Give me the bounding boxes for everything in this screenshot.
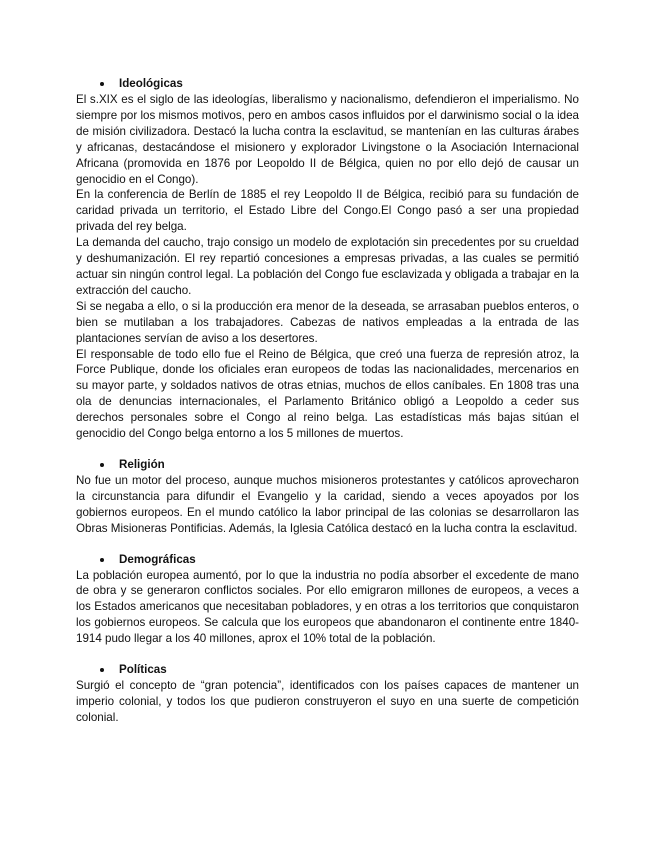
- section-heading: [76, 552, 579, 568]
- section-title: Políticas: [119, 663, 167, 677]
- bullet-icon: [100, 463, 104, 467]
- paragraph: El s.XIX es el siglo de las ideologías, liberalismo y nacionalismo, defendieron el imperialismo. No siempre por los mismos motivos, pero en ambos casos influidos por el darwinismo social o la idea de misión civilizadora. Destacó la lucha contra la esclavitud, se mantenían en las culturas árabes y africanas, destacándose el misionero y explorador Livingstone o la Asociación Internacional Africana (promovida en 1876 por Leopoldo II de Bélgica, quien no por ello dejó de causar un genocidio en el Congo).: [76, 93, 579, 186]
- paragraph: La población europea aumentó, por lo que la industria no podía absorber el excedente de mano de obra y se generaron conflictos sociales. Por ello emigraron millones de europeos, a veces a los Estados americanos que necesitaban pobladores, y en otras a los territorios que conquistaron los gobiernos europeos. Se calcula que los europeos que abandonaron el continente entre 1840-1914 pudo llegar a los 40 millones, aprox el 10% total de la población.: [76, 568, 579, 646]
- paragraph: En la conferencia de Berlín de 1885 el rey Leopoldo II de Bélgica, recibió para su fundación de caridad privada un territorio, el Estado Libre del Congo.El Congo pasó a ser una propiedad privada del rey belga.: [76, 188, 579, 234]
- paragraph: El responsable de todo ello fue el Reino de Bélgica, que creó una fuerza de represión atroz, la Force Publique, donde los oficiales eran europeos de todas las nacionalidades, mercenarios en su mayor parte, y soldados nativos de otras etnias, muchos de ellos caníbales. En 1808 tras una ola de denuncias internacionales, el Parlamento Británico obligó a Leopoldo a ceder sus derechos personales sobre el Congo al reino belga. Las estadísticas más bajas sitúan el genocidio del Congo belga entorno a los 5 millones de muertos.: [76, 347, 579, 441]
- bullet-icon: [100, 82, 104, 86]
- section-title: Demográficas: [119, 552, 196, 566]
- section-title: Ideológicas: [119, 77, 183, 91]
- paragraph: Surgió el concepto de “gran potencia”, identificados con los países capaces de mantener un imperio colonial, y todos los que pudieron construyeron el suyo en una suerte de competición colonial.: [76, 679, 579, 724]
- document-page: [76, 76, 579, 726]
- section-politicas: [76, 662, 579, 726]
- bullet-icon: [100, 668, 104, 672]
- bullet-icon: [100, 558, 104, 562]
- section-ideologicas: [76, 76, 579, 442]
- section-title: Religión: [119, 457, 165, 471]
- section-religion: [76, 457, 579, 537]
- section-heading: [76, 76, 579, 92]
- paragraph: La demanda del caucho, trajo consigo un modelo de explotación sin precedentes por su crueldad y deshumanización. El rey repartió concesiones a empresas privadas, a las cuales se permitió actuar sin ningún control legal. La población del Congo fue esclavizada y obligada a trabajar en la extracción del caucho.: [76, 236, 579, 297]
- section-demograficas: [76, 552, 579, 648]
- paragraph: Si se negaba a ello, o si la producción era menor de la deseada, se arrasaban pueblos enteros, o bien se mutilaban a los trabajadores. Cabezas de nativos empleadas a la entrada de las plantaciones servían de aviso a los desertores.: [76, 299, 579, 345]
- paragraph: No fue un motor del proceso, aunque muchos misioneros protestantes y católicos aprovecharon la circunstancia para difundir el Evangelio y la caridad, siendo a veces apoyados por los gobiernos europeos. En el mundo católico la labor principal de las colonias se desarrollaron las Obras Misioneras Pontificias. Además, la Iglesia Católica destacó en la lucha contra la esclavitud.: [76, 473, 579, 535]
- section-heading: [76, 457, 579, 473]
- section-heading: [76, 662, 579, 678]
